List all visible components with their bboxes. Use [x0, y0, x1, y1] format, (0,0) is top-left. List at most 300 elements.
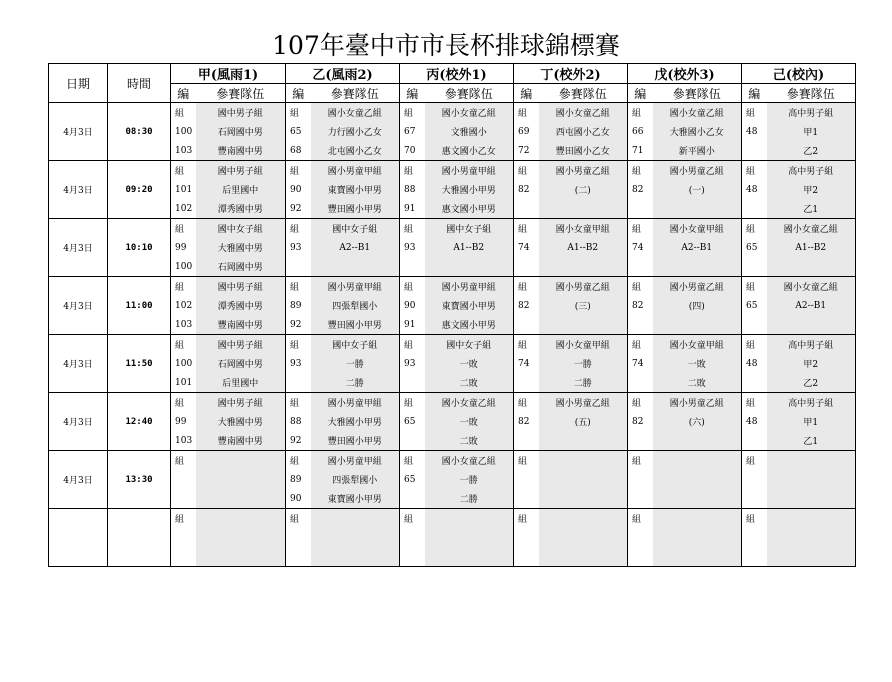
team-code-cell: 89 — [290, 300, 302, 311]
team-name-cell: 國小女童甲組 — [653, 335, 742, 355]
team-name-cell — [767, 509, 856, 529]
team-code-cell: 組 — [290, 457, 300, 467]
team-code-cell: 82 — [518, 184, 530, 195]
date-header: 日期 — [49, 64, 108, 103]
team-code-cell: 組 — [518, 283, 528, 293]
team-code-cell: 93 — [290, 358, 302, 369]
team-code-cell — [628, 470, 653, 489]
schedule-row — [49, 489, 856, 509]
team-name-cell: 西屯國小乙女 — [539, 122, 628, 141]
schedule-row — [49, 296, 856, 315]
team-code-cell: 103 — [171, 431, 196, 451]
team-name-cell: 甲2 — [767, 180, 856, 199]
team-name-cell: 國小男童乙組 — [653, 277, 742, 297]
team-name-cell: 大雅國小乙女 — [653, 122, 742, 141]
team-code-cell: 48 — [746, 358, 758, 369]
team-code-cell — [286, 373, 311, 393]
team-name-cell: 國小女童甲組 — [653, 219, 742, 239]
court-header: 丁(校外2) — [514, 64, 628, 84]
team-code-cell — [742, 373, 767, 393]
team-code-cell: 組 — [290, 225, 300, 235]
team-code-cell: 72 — [514, 141, 539, 161]
team-name-cell: 國小女童乙組 — [539, 103, 628, 123]
schedule-row — [49, 315, 856, 335]
team-name-cell: 二勝 — [311, 373, 400, 393]
team-name-cell — [539, 528, 628, 547]
team-name-cell: 國小女童甲組 — [539, 219, 628, 239]
time-cell: 12:40 — [108, 393, 171, 451]
team-name-cell: 二敗 — [653, 373, 742, 393]
team-code-cell: 組 — [632, 109, 642, 119]
schedule-row — [49, 103, 856, 123]
team-code-cell: 組 — [404, 457, 414, 467]
schedule-row — [49, 451, 856, 471]
team-name-cell: 國小女童乙組 — [653, 103, 742, 123]
team-code-cell — [400, 373, 425, 393]
team-code-cell: 99 — [175, 242, 187, 253]
team-code-cell: 74 — [632, 358, 644, 369]
code-header: 編 — [628, 84, 653, 103]
team-header: 參賽隊伍 — [539, 84, 628, 103]
team-code-cell — [286, 257, 311, 277]
court-header: 戊(校外3) — [628, 64, 742, 84]
team-code-cell: 90 — [404, 300, 416, 311]
schedule-row — [49, 219, 856, 239]
team-code-cell: 組 — [518, 399, 528, 409]
team-code-cell — [742, 315, 767, 335]
team-name-cell — [767, 257, 856, 277]
team-name-cell — [311, 547, 400, 567]
team-name-cell: 國小男童甲組 — [425, 161, 514, 181]
team-code-cell: 組 — [290, 341, 300, 351]
team-name-cell: 國小男童甲組 — [311, 393, 400, 413]
team-name-cell: 二敗 — [425, 431, 514, 451]
team-name-cell — [653, 257, 742, 277]
team-name-cell — [539, 470, 628, 489]
team-code-cell: 82 — [632, 416, 644, 427]
team-code-cell: 65 — [404, 416, 416, 427]
team-name-cell — [767, 315, 856, 335]
team-name-cell: 四張犁國小 — [311, 470, 400, 489]
team-name-cell — [539, 547, 628, 567]
team-code-cell: 組 — [404, 341, 414, 351]
team-code-cell: 103 — [171, 315, 196, 335]
time-header: 時間 — [108, 64, 171, 103]
team-name-cell — [767, 451, 856, 471]
team-name-cell — [196, 489, 286, 509]
team-code-cell: 組 — [290, 109, 300, 119]
team-code-cell — [400, 528, 425, 547]
team-code-cell — [171, 470, 196, 489]
team-code-cell: 組 — [746, 225, 756, 235]
team-code-cell: 65 — [404, 474, 416, 485]
schedule-row — [49, 161, 856, 181]
date-cell: 4月3日 — [49, 393, 108, 451]
team-code-cell: 組 — [404, 109, 414, 119]
team-name-cell: 乙1 — [767, 199, 856, 219]
team-name-cell — [653, 528, 742, 547]
team-code-cell: 89 — [290, 474, 302, 485]
date-cell: 4月3日 — [49, 277, 108, 335]
team-code-cell: 67 — [404, 126, 416, 137]
date-cell: 4月3日 — [49, 335, 108, 393]
team-code-cell — [742, 257, 767, 277]
team-code-cell — [628, 431, 653, 451]
team-name-cell: 國中男子組 — [196, 103, 286, 123]
team-code-cell: 101 — [175, 184, 193, 195]
team-name-cell: 國中女子組 — [425, 335, 514, 355]
team-name-cell: 乙2 — [767, 141, 856, 161]
team-name-cell — [653, 489, 742, 509]
team-code-cell — [514, 470, 539, 489]
team-name-cell: 國小男童甲組 — [311, 161, 400, 181]
date-cell: 4月3日 — [49, 451, 108, 509]
team-code-cell: 70 — [400, 141, 425, 161]
team-name-cell — [539, 431, 628, 451]
team-code-cell: 組 — [518, 457, 528, 467]
team-name-cell: 乙1 — [767, 431, 856, 451]
team-code-cell: 組 — [746, 341, 756, 351]
team-name-cell — [653, 199, 742, 219]
team-name-cell — [653, 431, 742, 451]
team-code-cell: 93 — [404, 242, 416, 253]
team-name-cell: 惠文國小甲男 — [425, 199, 514, 219]
code-header: 編 — [171, 84, 196, 103]
team-name-cell — [653, 315, 742, 335]
schedule-row — [49, 412, 856, 431]
team-code-cell: 91 — [400, 315, 425, 335]
team-code-cell — [742, 489, 767, 509]
team-name-cell: 大雅國中男 — [196, 412, 286, 431]
team-code-cell — [286, 547, 311, 567]
time-cell: 10:10 — [108, 219, 171, 277]
team-name-cell: 豐南國中男 — [196, 431, 286, 451]
court-header: 甲(風雨1) — [171, 64, 286, 84]
team-code-cell — [628, 547, 653, 567]
team-code-cell: 組 — [175, 167, 185, 177]
team-code-cell: 組 — [746, 283, 756, 293]
team-name-cell: A2--B1 — [767, 296, 856, 315]
team-name-cell — [196, 451, 286, 471]
team-code-cell — [514, 431, 539, 451]
team-code-cell: 48 — [746, 126, 758, 137]
team-code-cell: 組 — [175, 283, 185, 293]
team-name-cell: 國小男童甲組 — [425, 277, 514, 297]
team-code-cell: 組 — [175, 399, 185, 409]
team-code-cell: 100 — [175, 358, 193, 369]
team-name-cell: 惠文國小乙女 — [425, 141, 514, 161]
schedule-row — [49, 470, 856, 489]
team-code-cell — [742, 199, 767, 219]
team-code-cell — [742, 141, 767, 161]
team-code-cell: 組 — [175, 457, 185, 467]
team-code-cell: 90 — [290, 184, 302, 195]
schedule-row — [49, 431, 856, 451]
team-code-cell: 組 — [290, 167, 300, 177]
team-name-cell — [539, 509, 628, 529]
team-name-cell — [311, 509, 400, 529]
team-code-cell: 82 — [632, 300, 644, 311]
team-name-cell: 國小女童乙組 — [425, 451, 514, 471]
schedule-row — [49, 528, 856, 547]
team-name-cell — [196, 509, 286, 529]
team-code-cell: 74 — [632, 242, 644, 253]
team-name-cell: A1--B2 — [539, 238, 628, 257]
team-name-cell: 高中男子組 — [767, 103, 856, 123]
team-name-cell: 一敗 — [425, 354, 514, 373]
date-cell: 4月3日 — [49, 103, 108, 161]
code-header: 編 — [286, 84, 311, 103]
team-code-cell: 組 — [404, 167, 414, 177]
team-name-cell: (三) — [539, 296, 628, 315]
team-name-cell — [539, 199, 628, 219]
team-code-cell — [742, 470, 767, 489]
court-header: 己(校內) — [742, 64, 856, 84]
team-header: 參賽隊伍 — [196, 84, 286, 103]
page-title: 107年臺中市市長杯排球錦標賽 — [272, 31, 620, 60]
schedule-table — [48, 63, 856, 567]
team-code-cell: 組 — [518, 515, 528, 525]
team-name-cell: A1--B2 — [425, 238, 514, 257]
time-cell: 11:50 — [108, 335, 171, 393]
team-name-cell: 豐田國小甲男 — [311, 315, 400, 335]
team-code-cell: 102 — [171, 199, 196, 219]
team-name-cell: 國中女子組 — [425, 219, 514, 239]
team-name-cell — [539, 315, 628, 335]
team-name-cell: 甲1 — [767, 412, 856, 431]
team-name-cell — [425, 257, 514, 277]
team-name-cell — [767, 489, 856, 509]
team-name-cell: 豐南國中男 — [196, 141, 286, 161]
team-name-cell — [196, 470, 286, 489]
team-name-cell: 一敗 — [653, 354, 742, 373]
team-name-cell — [425, 509, 514, 529]
team-name-cell: 后里國中 — [196, 373, 286, 393]
team-name-cell: 一勝 — [311, 354, 400, 373]
team-code-cell: 100 — [175, 126, 193, 137]
team-name-cell: 國中男子組 — [196, 393, 286, 413]
team-name-cell: 一勝 — [539, 354, 628, 373]
schedule-row — [49, 199, 856, 219]
team-code-cell: 99 — [175, 416, 187, 427]
team-name-cell — [311, 257, 400, 277]
team-code-cell — [628, 373, 653, 393]
team-code-cell: 74 — [518, 242, 530, 253]
team-name-cell: 國中女子組 — [311, 335, 400, 355]
team-code-cell: 組 — [518, 225, 528, 235]
team-code-cell: 組 — [518, 109, 528, 119]
team-name-cell: 國小男童乙組 — [653, 161, 742, 181]
team-code-cell — [286, 528, 311, 547]
team-name-cell: 國中女子組 — [311, 219, 400, 239]
team-name-cell: 國中女子組 — [196, 219, 286, 239]
team-code-cell — [628, 489, 653, 509]
team-code-cell — [171, 528, 196, 547]
team-name-cell: 北屯國小乙女 — [311, 141, 400, 161]
team-header: 參賽隊伍 — [425, 84, 514, 103]
schedule-row — [49, 335, 856, 355]
team-name-cell: A2--B1 — [311, 238, 400, 257]
team-code-cell: 68 — [286, 141, 311, 161]
team-code-cell: 組 — [632, 515, 642, 525]
team-code-cell: 組 — [518, 341, 528, 351]
schedule-row — [49, 141, 856, 161]
team-code-cell: 組 — [632, 399, 642, 409]
team-code-cell — [742, 528, 767, 547]
team-name-cell: 東寶國小甲男 — [311, 489, 400, 509]
team-code-cell: 91 — [400, 199, 425, 219]
team-code-cell: 組 — [175, 109, 185, 119]
team-name-cell: 新平國小 — [653, 141, 742, 161]
team-code-cell — [400, 431, 425, 451]
team-code-cell: 65 — [746, 300, 758, 311]
team-code-cell — [400, 489, 425, 509]
team-code-cell — [628, 315, 653, 335]
team-name-cell: 國中男子組 — [196, 161, 286, 181]
team-name-cell — [539, 451, 628, 471]
schedule-row — [49, 257, 856, 277]
team-name-cell — [196, 528, 286, 547]
team-name-cell: 甲2 — [767, 354, 856, 373]
team-code-cell: 66 — [632, 126, 644, 137]
team-code-cell: 組 — [404, 515, 414, 525]
team-code-cell: 組 — [404, 225, 414, 235]
team-code-cell: 93 — [290, 242, 302, 253]
team-name-cell: (五) — [539, 412, 628, 431]
team-name-cell: (四) — [653, 296, 742, 315]
team-code-cell: 組 — [632, 457, 642, 467]
team-code-cell: 101 — [171, 373, 196, 393]
team-name-cell — [653, 451, 742, 471]
team-name-cell: 大雅國中男 — [196, 238, 286, 257]
team-name-cell: 高中男子組 — [767, 393, 856, 413]
team-header: 參賽隊伍 — [767, 84, 856, 103]
team-code-cell: 組 — [746, 167, 756, 177]
team-code-cell: 組 — [518, 167, 528, 177]
team-name-cell: 國小女童乙組 — [425, 103, 514, 123]
team-code-cell: 100 — [171, 257, 196, 277]
schedule-row — [49, 547, 856, 567]
team-name-cell — [425, 528, 514, 547]
team-code-cell: 組 — [632, 283, 642, 293]
team-name-cell: 東寶國小甲男 — [425, 296, 514, 315]
team-name-cell: 石岡國中男 — [196, 257, 286, 277]
header-row-columns — [49, 84, 856, 103]
code-header: 編 — [742, 84, 767, 103]
team-code-cell: 74 — [518, 358, 530, 369]
schedule-row — [49, 354, 856, 373]
team-name-cell: (一) — [653, 180, 742, 199]
team-code-cell: 92 — [286, 315, 311, 335]
team-name-cell: A1--B2 — [767, 238, 856, 257]
team-name-cell: 潭秀國中男 — [196, 296, 286, 315]
team-code-cell — [742, 431, 767, 451]
team-name-cell: 一敗 — [425, 412, 514, 431]
team-code-cell — [171, 489, 196, 509]
date-cell: 4月3日 — [49, 161, 108, 219]
team-name-cell: 一勝 — [425, 470, 514, 489]
schedule-row — [49, 277, 856, 297]
team-code-cell: 88 — [404, 184, 416, 195]
team-code-cell — [400, 547, 425, 567]
team-code-cell: 71 — [628, 141, 653, 161]
team-name-cell: 國小男童乙組 — [539, 393, 628, 413]
team-code-cell — [514, 489, 539, 509]
team-name-cell: 石岡國中男 — [196, 354, 286, 373]
team-code-cell: 組 — [632, 167, 642, 177]
team-code-cell: 組 — [404, 283, 414, 293]
team-name-cell: 力行國小乙女 — [311, 122, 400, 141]
team-code-cell — [628, 528, 653, 547]
team-name-cell: 國小女童甲組 — [539, 335, 628, 355]
schedule-row — [49, 180, 856, 199]
schedule-row — [49, 238, 856, 257]
team-name-cell: 國小男童乙組 — [653, 393, 742, 413]
team-code-cell — [514, 315, 539, 335]
code-header: 編 — [514, 84, 539, 103]
schedule-row — [49, 393, 856, 413]
team-name-cell: 國中男子組 — [196, 277, 286, 297]
team-name-cell: 二敗 — [425, 373, 514, 393]
team-code-cell: 88 — [290, 416, 302, 427]
team-name-cell: 四張犁國小 — [311, 296, 400, 315]
team-code-cell: 48 — [746, 416, 758, 427]
team-name-cell: 豐田國小甲男 — [311, 199, 400, 219]
time-cell — [108, 509, 171, 567]
team-name-cell: 國小女童乙組 — [425, 393, 514, 413]
team-code-cell: 組 — [746, 457, 756, 467]
team-code-cell — [171, 547, 196, 567]
team-name-cell — [767, 470, 856, 489]
team-name-cell: 國小女童乙組 — [767, 277, 856, 297]
time-cell: 11:00 — [108, 277, 171, 335]
team-name-cell: 乙2 — [767, 373, 856, 393]
team-name-cell — [539, 257, 628, 277]
team-code-cell: 組 — [290, 515, 300, 525]
team-code-cell: 102 — [175, 300, 193, 311]
team-name-cell: (六) — [653, 412, 742, 431]
team-code-cell: 組 — [290, 399, 300, 409]
team-code-cell — [400, 257, 425, 277]
team-name-cell — [767, 528, 856, 547]
team-name-cell: 文雅國小 — [425, 122, 514, 141]
team-header: 參賽隊伍 — [311, 84, 400, 103]
team-name-cell — [653, 547, 742, 567]
team-header: 參賽隊伍 — [653, 84, 742, 103]
team-name-cell: 惠文國小甲男 — [425, 315, 514, 335]
team-code-cell — [514, 528, 539, 547]
team-name-cell: 東寶國小甲男 — [311, 180, 400, 199]
team-name-cell: 高中男子組 — [767, 161, 856, 181]
team-name-cell: 高中男子組 — [767, 335, 856, 355]
team-code-cell: 103 — [171, 141, 196, 161]
schedule-row — [49, 122, 856, 141]
team-name-cell: 國小男童乙組 — [539, 277, 628, 297]
team-name-cell: A2--B1 — [653, 238, 742, 257]
team-name-cell — [539, 489, 628, 509]
team-name-cell: 潭秀國中男 — [196, 199, 286, 219]
team-name-cell — [425, 547, 514, 567]
team-code-cell: 組 — [404, 399, 414, 409]
court-header: 乙(風雨2) — [286, 64, 400, 84]
team-code-cell: 組 — [175, 225, 185, 235]
team-code-cell — [514, 547, 539, 567]
time-cell: 09:20 — [108, 161, 171, 219]
team-name-cell: 石岡國中男 — [196, 122, 286, 141]
team-code-cell: 82 — [518, 300, 530, 311]
team-name-cell: 二勝 — [425, 489, 514, 509]
team-code-cell — [514, 199, 539, 219]
